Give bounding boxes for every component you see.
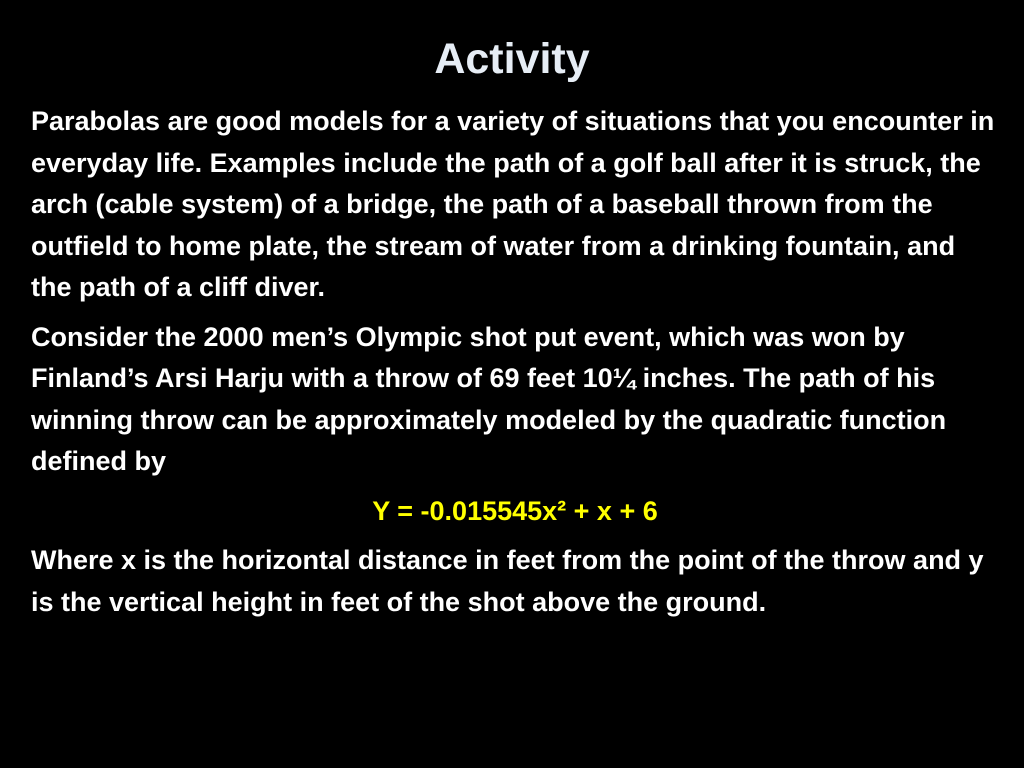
slide-title: Activity bbox=[434, 35, 590, 83]
paragraph-parabola-examples: Parabolas are good models for a variety of situations that you encounter in everyday life. Examples include the path of a golf ball after it is struck, the arch (cable system) of a bridge, the path of a baseball thrown from the outfield to home plate, the stream of water from a drinking fountain, and the path of a cliff diver. bbox=[31, 106, 995, 302]
paragraph-shot-put: Consider the 2000 men’s Olympic shot put event, which was won by Finland’s Arsi Harju with a throw of 69 feet 10¼ inches. The path of his winning throw can be approximately modeled by the quadratic function defined by bbox=[31, 321, 947, 476]
paragraph-variable-definitions: Where x is the horizontal distance in feet from the point of the throw and y is the vertical height in feet of the shot above the ground. bbox=[31, 545, 984, 617]
quadratic-equation: Y = -0.015545x² + x + 6 bbox=[372, 495, 658, 526]
slide-body bbox=[31, 101, 999, 631]
